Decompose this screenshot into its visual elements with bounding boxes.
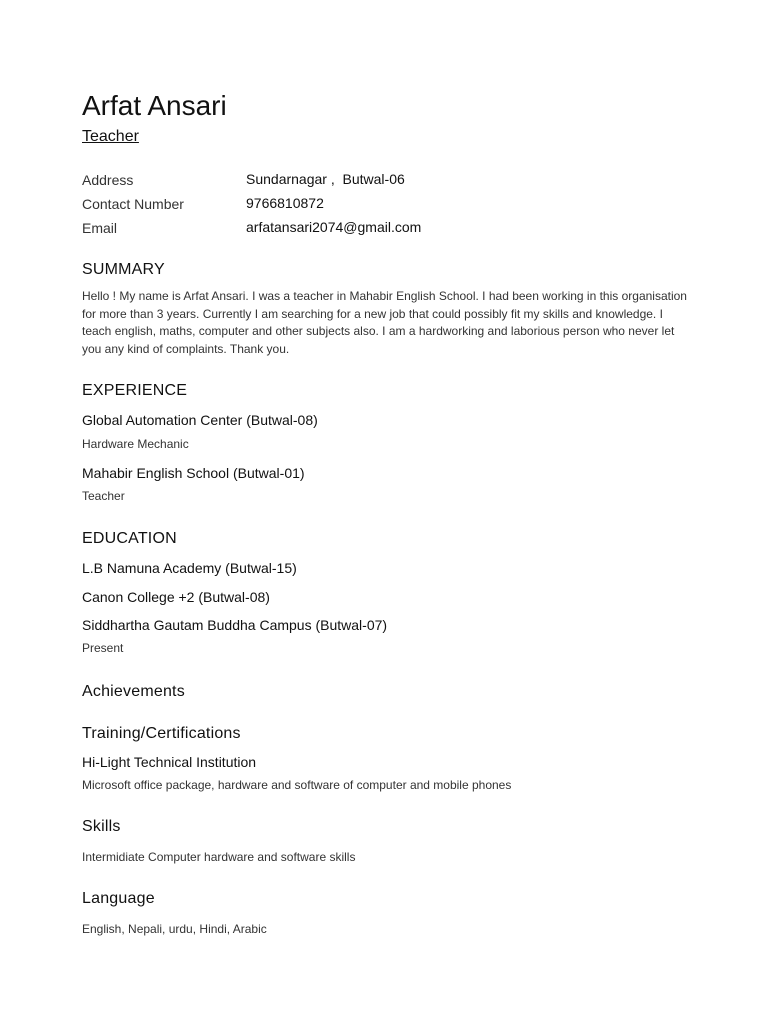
- experience-org-2: Mahabir English School (Butwal-01): [82, 465, 305, 481]
- email-value: arfatansari2074@gmail.com: [246, 219, 422, 235]
- education-heading: EDUCATION: [82, 530, 177, 547]
- education-school-2: Canon College +2 (Butwal-08): [82, 589, 270, 605]
- language-heading: Language: [82, 890, 155, 907]
- language-text: English, Nepali, urdu, Hindi, Arabic: [82, 922, 267, 936]
- candidate-name: Arfat Ansari: [82, 90, 227, 121]
- email-label: Email: [82, 220, 118, 236]
- education-school-1: L.B Namuna Academy (Butwal-15): [82, 560, 297, 576]
- address-label: Address: [82, 172, 134, 188]
- experience-heading: EXPERIENCE: [82, 382, 188, 399]
- job-title: Teacher: [82, 128, 139, 145]
- summary-text: Hello ! My name is Arfat Ansari. I was a teacher in Mahabir English School. I had been working in this organisation for more than 3 years. Currently I am searching for a new job that could possibly fit my skills and knowledge. I teach english, maths, computer and other subjects also. I am a hardworking and laborious person who never let you any kind of complaints. Thank you.: [82, 289, 687, 356]
- education-school-3: Siddhartha Gautam Buddha Campus (Butwal-07): [82, 617, 388, 633]
- summary-heading: SUMMARY: [82, 261, 165, 278]
- training-description: Microsoft office package, hardware and software of computer and mobile phones: [82, 778, 512, 792]
- achievements-heading: Achievements: [82, 683, 185, 700]
- experience-org-1: Global Automation Center (Butwal-08): [82, 412, 318, 428]
- skills-text: Intermidiate Computer hardware and software skills: [82, 850, 356, 864]
- skills-heading: Skills: [82, 818, 121, 835]
- experience-role-1: Hardware Mechanic: [82, 437, 189, 451]
- training-institution: Hi-Light Technical Institution: [82, 754, 257, 770]
- address-value: Sundarnagar , Butwal-06: [246, 171, 405, 187]
- education-status: Present: [82, 641, 124, 655]
- contact-number-value: 9766810872: [246, 195, 324, 211]
- training-heading: Training/Certifications: [82, 725, 241, 742]
- experience-role-2: Teacher: [82, 489, 125, 503]
- contact-number-label: Contact Number: [82, 196, 184, 212]
